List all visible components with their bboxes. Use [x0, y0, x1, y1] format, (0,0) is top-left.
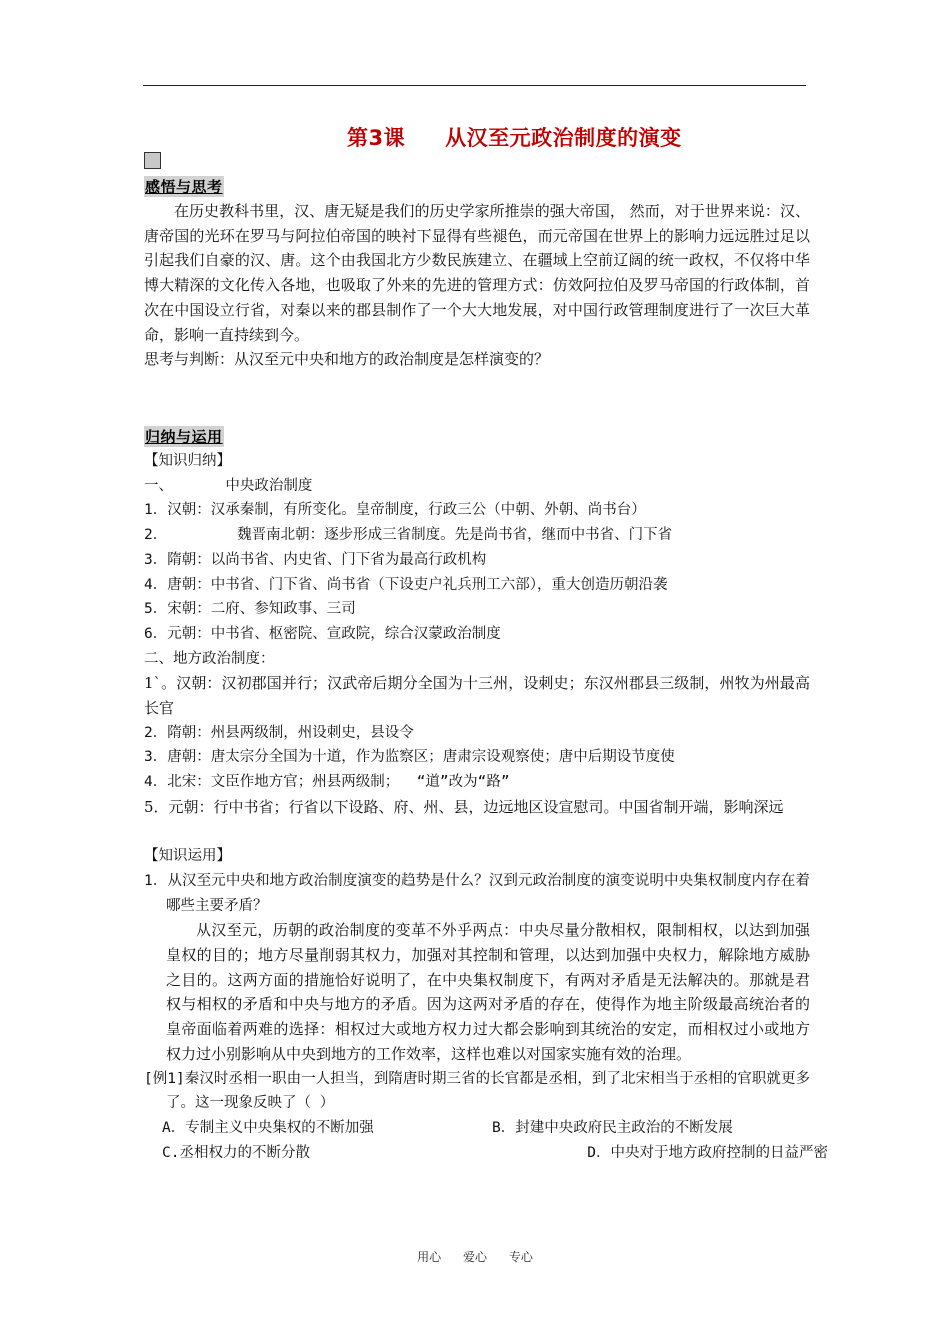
- example-question: [例1]秦汉时丞相一职由一人担当，到隋唐时期三省的长官都是丞相，到了北宋相当于丞相的官职就更多了。这一现象反映了（ ）: [144, 1070, 810, 1112]
- header-rule: [143, 85, 806, 86]
- reflection-paragraph: 在历史教科书里，汉、唐无疑是我们的历史学家所推崇的强大帝国， 然而，对于世界来说：汉、唐帝国的光环在罗马与阿拉伯帝国的映衬下显得有些褪色，而元帝国在世界上的影响力远远胜过足以引起我们自豪的汉、唐。这个由我国北方少数民族建立、在疆域上空前辽阔的统一政权，不仅将中华博大精深的文化传入各地，也吸取了外来的先进的管理方式：仿效阿拉伯及罗马帝国的行政体制，首次在中国设立行省，对秦以来的郡县制作了一个大大地发展，对中国行政管理制度进行了一次巨大革命，影响一直持续到今。: [144, 202, 810, 344]
- section-label-reflection: 感悟与思考: [145, 178, 223, 196]
- reflection-section: [144, 199, 810, 372]
- local-heading: 二、地方政治制度：: [144, 650, 275, 667]
- local-item: 5．元朝：行中书省；行省以下设路、府、州、县，边远地区设宣慰司。中国省制开端，影响深远: [144, 797, 784, 816]
- lesson-title: 从汉至元政治制度的演变: [445, 126, 682, 150]
- central-heading: 一、 中央政治制度: [144, 477, 313, 494]
- application-heading: 【知识运用】: [144, 848, 231, 865]
- footer-word: 专心: [508, 1250, 533, 1264]
- central-item: 2． 魏晋南北朝：逐步形成三省制度。先是尚书省，继而中书省、门下省: [144, 527, 673, 544]
- footer-word: 用心: [417, 1250, 442, 1264]
- option-d: D．中央对于地方政府控制的日益严密: [587, 1144, 828, 1161]
- option-b: B．封建中央政府民主政治的不断发展: [492, 1119, 733, 1136]
- option-a: A．专制主义中央集权的不断加强: [162, 1119, 374, 1136]
- central-item: 3．隋朝：以尚书省、内史省、门下省为最高行政机构: [144, 551, 487, 568]
- answer-choices: [144, 1116, 828, 1165]
- knowledge-heading: 【知识归纳】: [144, 453, 231, 469]
- central-item: 1．汉朝：汉承秦制，有所变化。皇帝制度，行政三公（中朝、外朝、尚书台）: [144, 502, 646, 519]
- page-footer: [0, 1248, 950, 1265]
- local-item: 4．北宋：文臣作地方官；州县两级制； “道”改为“路”: [144, 774, 510, 791]
- page-title: [0, 122, 950, 152]
- central-item: 6．元朝：中书省、枢密院、宣政院，综合汉蒙政治制度: [144, 625, 501, 642]
- central-item: 5．宋朝：二府、参知政事、三司: [144, 601, 356, 618]
- local-item: 1`。汉朝：汉初郡国并行；汉武帝后期分全国为十三州，设刺史；东汉州郡县三级制，州牧为州最高长官: [144, 674, 810, 718]
- local-item: 2．隋朝：州县两级制，州设刺史，县设令: [144, 724, 414, 741]
- checkbox-square-icon: [144, 152, 161, 169]
- section-label-summary: 归纳与运用: [145, 428, 223, 446]
- reflection-question: 思考与判断：从汉至元中央和地方的政治制度是怎样演变的？: [144, 350, 550, 369]
- option-c: C.丞相权力的不断分散: [162, 1144, 310, 1161]
- footer-word: 爱心: [462, 1250, 487, 1264]
- central-item: 4．唐朝：中书省、门下省、尚书省（下设吏户礼兵刑工六部），重大创造历朝沿袭: [144, 576, 668, 593]
- answer-paragraph: 从汉至元，历朝的政治制度的变革不外乎两点：中央尽量分散相权，限制相权，以达到加强皇权的目的；地方尽量削弱其权力，加强对其控制和管理，以达到加强中央权力，解除地方威胁之目的。这两方面的措施恰好说明了，在中央集权制度下，有两对矛盾是无法解决的。那就是君权与相权的矛盾和中央与地方的矛盾。因为这两对矛盾的存在，使得作为地主阶级最高统治者的皇帝面临着两难的选择：相权过大或地方权力过大都会影响到其统治的安定，而相权过小或地方权力过小别影响从中央到地方的工作效率，这样也难以对国家实施有效的治理。: [166, 921, 810, 1063]
- local-item: 3．唐朝：唐太宗分全国为十道，作为监察区；唐肃宗设观察使；唐中后期设节度使: [144, 749, 675, 766]
- summary-section: [144, 449, 828, 1165]
- question-1: 1．从汉至元中央和地方政治制度演变的趋势是什么？汉到元政治制度的演变说明中央集权制度内存在着哪些主要矛盾？: [144, 872, 810, 914]
- lesson-number: 第3课: [347, 126, 406, 150]
